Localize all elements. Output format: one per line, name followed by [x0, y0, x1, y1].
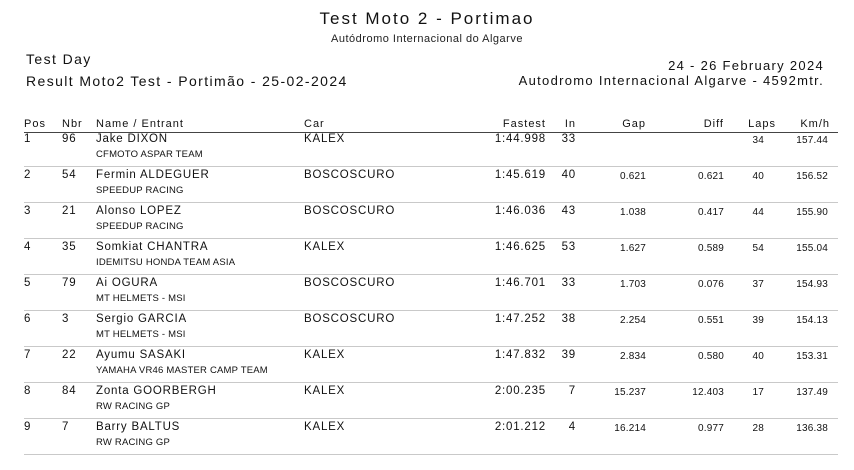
- document-subtitle: Autódromo Internacional do Algarve: [331, 33, 523, 45]
- row-in: 43: [561, 205, 576, 217]
- row-diff: 0.589: [697, 243, 724, 254]
- col-pos: Pos: [24, 118, 46, 130]
- table-row: [24, 203, 838, 239]
- row-entrant: YAMAHA VR46 MASTER CAMP TEAM: [96, 365, 268, 376]
- row-pos: 5: [24, 277, 32, 289]
- row-rider: Sergio GARCIA: [96, 313, 187, 325]
- row-entrant: RW RACING GP: [96, 401, 171, 412]
- row-diff: 0.621: [697, 171, 724, 182]
- row-car: BOSCOSCURO: [304, 169, 396, 181]
- row-rider: Ayumu SASAKI: [96, 349, 186, 361]
- row-pos: 3: [24, 205, 32, 217]
- row-entrant: IDEMITSU HONDA TEAM ASIA: [96, 257, 236, 268]
- row-rider: Alonso LOPEZ: [96, 205, 182, 217]
- row-laps: 37: [752, 279, 764, 290]
- row-nbr: 84: [62, 385, 77, 397]
- row-rider: Jake DIXON: [96, 133, 168, 145]
- row-rider: Zonta GOORBERGH: [96, 385, 217, 397]
- row-laps: 54: [752, 243, 764, 254]
- row-pos: 4: [24, 241, 32, 253]
- results-table: [24, 131, 838, 455]
- row-kmh: 154.93: [796, 279, 828, 290]
- row-in: 33: [561, 133, 576, 145]
- row-kmh: 156.52: [796, 171, 828, 182]
- row-car: BOSCOSCURO: [304, 205, 396, 217]
- row-in: 53: [561, 241, 576, 253]
- row-in: 4: [568, 421, 576, 433]
- row-laps: 34: [752, 135, 764, 146]
- row-car: KALEX: [304, 421, 346, 433]
- row-laps: 17: [752, 387, 764, 398]
- row-laps: 40: [752, 171, 764, 182]
- row-in: 40: [561, 169, 576, 181]
- document-title: Test Moto 2 - Portimao: [319, 9, 535, 28]
- row-entrant: CFMOTO ASPAR TEAM: [96, 149, 203, 160]
- row-kmh: 154.13: [796, 315, 828, 326]
- row-rider: Fermin ALDEGUER: [96, 169, 210, 181]
- row-entrant: MT HELMETS - MSI: [96, 293, 186, 304]
- row-entrant: MT HELMETS - MSI: [96, 329, 186, 340]
- col-name: Name / Entrant: [96, 118, 184, 130]
- row-pos: 8: [24, 385, 32, 397]
- row-kmh: 155.90: [796, 207, 828, 218]
- row-pos: 6: [24, 313, 32, 325]
- row-nbr: 21: [62, 205, 77, 217]
- event-label: Test Day: [26, 51, 92, 67]
- row-fastest: 1:46.625: [494, 241, 546, 253]
- row-kmh: 157.44: [796, 135, 828, 146]
- row-fastest: 1:45.619: [494, 169, 546, 181]
- row-car: KALEX: [304, 349, 346, 361]
- row-car: KALEX: [304, 385, 346, 397]
- row-car: BOSCOSCURO: [304, 313, 396, 325]
- row-nbr: 3: [62, 313, 70, 325]
- row-car: BOSCOSCURO: [304, 277, 396, 289]
- row-fastest: 1:44.998: [494, 133, 546, 145]
- row-fastest: 1:46.701: [494, 277, 546, 289]
- row-laps: 28: [752, 423, 764, 434]
- row-laps: 44: [752, 207, 764, 218]
- row-diff: 0.076: [697, 279, 724, 290]
- table-row: [24, 311, 838, 347]
- row-entrant: SPEEDUP RACING: [96, 185, 184, 196]
- col-gap: Gap: [622, 118, 646, 130]
- row-laps: 40: [752, 351, 764, 362]
- row-gap: 16.214: [614, 423, 646, 434]
- table-row: [24, 239, 838, 275]
- row-kmh: 155.04: [796, 243, 828, 254]
- row-nbr: 54: [62, 169, 77, 181]
- row-laps: 39: [752, 315, 764, 326]
- row-in: 39: [561, 349, 576, 361]
- table-row: [24, 167, 838, 203]
- table-row: [24, 383, 838, 419]
- row-gap: 0.621: [619, 171, 646, 182]
- row-rider: Ai OGURA: [96, 277, 158, 289]
- col-kmh: Km/h: [800, 118, 830, 130]
- table-row: [24, 419, 838, 455]
- row-car: KALEX: [304, 241, 346, 253]
- row-entrant: SPEEDUP RACING: [96, 221, 184, 232]
- table-row: [24, 275, 838, 311]
- row-pos: 1: [24, 133, 32, 145]
- row-fastest: 2:01.212: [494, 421, 546, 433]
- row-pos: 9: [24, 421, 32, 433]
- table-row: [24, 347, 838, 383]
- col-in: In: [564, 118, 576, 130]
- row-gap: 2.254: [619, 315, 646, 326]
- table-row: [24, 131, 838, 167]
- row-fastest: 1:46.036: [494, 205, 546, 217]
- row-rider: Barry BALTUS: [96, 421, 181, 433]
- row-car: KALEX: [304, 133, 346, 145]
- row-diff: 0.417: [697, 207, 724, 218]
- row-gap: 1.703: [619, 279, 646, 290]
- row-gap: 1.038: [619, 207, 646, 218]
- row-entrant: RW RACING GP: [96, 437, 171, 448]
- row-pos: 2: [24, 169, 32, 181]
- col-laps: Laps: [748, 118, 776, 130]
- row-pos: 7: [24, 349, 32, 361]
- row-nbr: 22: [62, 349, 77, 361]
- row-in: 33: [561, 277, 576, 289]
- row-kmh: 137.49: [796, 387, 828, 398]
- row-nbr: 79: [62, 277, 77, 289]
- result-label: Result Moto2 Test - Portimão - 25-02-2024: [26, 73, 348, 89]
- row-gap: 1.627: [619, 243, 646, 254]
- row-in: 7: [568, 385, 576, 397]
- row-gap: 2.834: [619, 351, 646, 362]
- row-diff: 0.551: [697, 315, 724, 326]
- row-diff: 0.580: [697, 351, 724, 362]
- row-nbr: 35: [62, 241, 77, 253]
- col-fastest: Fastest: [502, 118, 546, 130]
- row-nbr: 7: [62, 421, 70, 433]
- col-car: Car: [304, 118, 325, 130]
- row-fastest: 1:47.252: [494, 313, 546, 325]
- row-nbr: 96: [62, 133, 77, 145]
- col-diff: Diff: [703, 118, 724, 130]
- row-fastest: 2:00.235: [494, 385, 546, 397]
- row-rider: Somkiat CHANTRA: [96, 241, 209, 253]
- row-diff: 12.403: [692, 387, 724, 398]
- row-diff: 0.977: [697, 423, 724, 434]
- row-kmh: 136.38: [796, 423, 828, 434]
- row-kmh: 153.31: [796, 351, 828, 362]
- col-nbr: Nbr: [62, 118, 83, 130]
- row-in: 38: [561, 313, 576, 325]
- circuit-label: Autodromo Internacional Algarve - 4592mtr.: [518, 73, 824, 88]
- row-gap: 15.237: [614, 387, 646, 398]
- event-dates: 24 - 26 February 2024: [668, 58, 824, 73]
- row-fastest: 1:47.832: [494, 349, 546, 361]
